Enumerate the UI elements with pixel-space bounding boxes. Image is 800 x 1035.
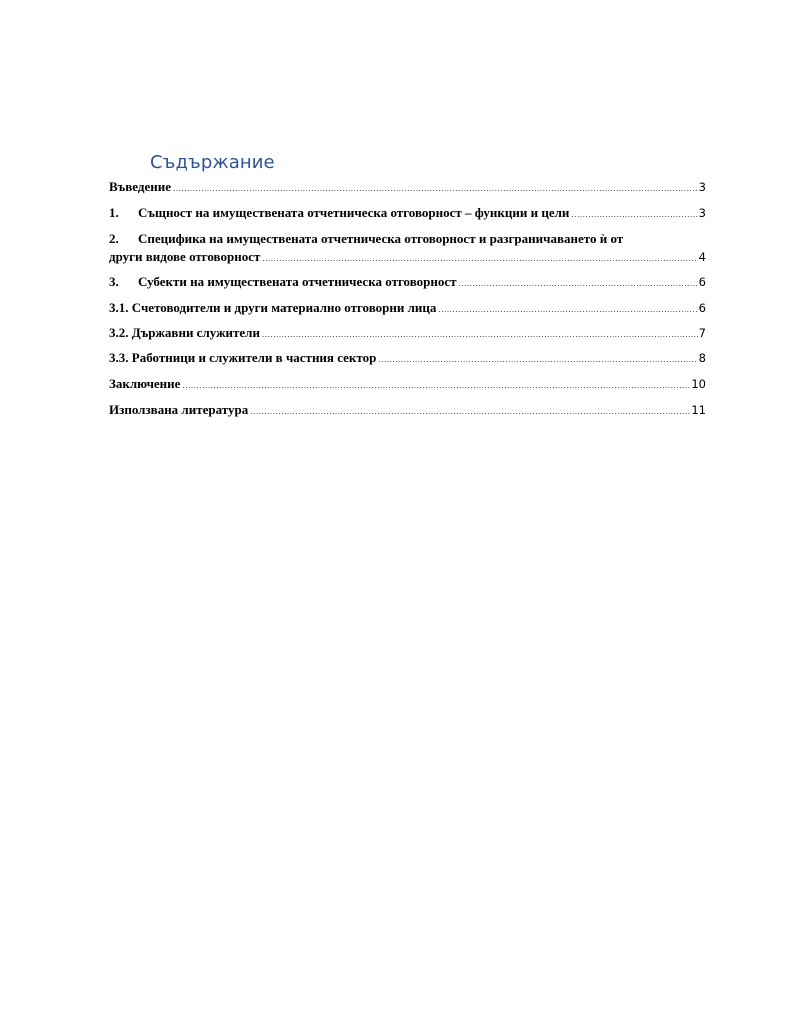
toc-entry-section-3-2[interactable] [109,325,706,343]
toc-entry-label: Специфика на имуществената отчетническа отговорност и разграничаването ѝ от [138,231,624,246]
toc-entry-label: Използвана литература [109,402,249,417]
dot-leader [262,327,698,343]
dot-leader [250,404,690,420]
toc-page-number: 6 [698,275,706,289]
toc-entry-number: 2. [109,231,119,246]
toc-entry-section-3-3[interactable] [109,350,706,368]
toc-entry-conclusion[interactable] [109,376,706,394]
dot-leader [182,378,690,394]
toc-entry-introduction[interactable] [109,179,706,197]
toc-page-number: 3 [698,180,706,194]
toc-entry-section-2[interactable] [109,231,706,267]
toc-page-number: 6 [698,301,706,315]
toc-entry-label: Въведение [109,179,171,194]
toc-entry-section-3-1[interactable] [109,300,706,318]
toc-entry-number: 3. [109,274,119,289]
dot-leader [438,302,697,318]
toc-title: Съдържание [150,152,275,173]
dot-leader [378,352,697,368]
dot-leader [262,251,697,267]
toc-entry-number: 1. [109,205,119,220]
toc-page-number: 7 [698,326,706,340]
dot-leader [571,207,697,223]
toc-entry-label: 3.2. Държавни служители [109,325,260,340]
toc-page-number: 10 [691,377,706,391]
toc-entry-label: Субекти на имуществената отчетническа отговорност [138,274,457,289]
toc-entry-label: 3.1. Счетоводители и други материално отговорни лица [109,300,437,315]
toc-entry-label: 3.3. Работници и служители в частния сектор [109,350,377,365]
toc-entry-label-continuation: други видове отговорност [109,249,261,264]
toc-page-number: 3 [698,206,706,220]
dot-leader [173,181,698,197]
toc-page-number: 4 [698,250,706,264]
toc-page-number: 11 [691,403,706,417]
toc-entry-section-3[interactable] [109,274,706,292]
toc-entry-section-1[interactable] [109,205,706,223]
toc-entry-label: Заключение [109,376,181,391]
toc-page-number: 8 [698,351,706,365]
toc-entry-label: Същност на имуществената отчетническа отговорност – функции и цели [138,205,570,220]
dot-leader [459,276,698,292]
toc-entry-references[interactable] [109,402,706,420]
